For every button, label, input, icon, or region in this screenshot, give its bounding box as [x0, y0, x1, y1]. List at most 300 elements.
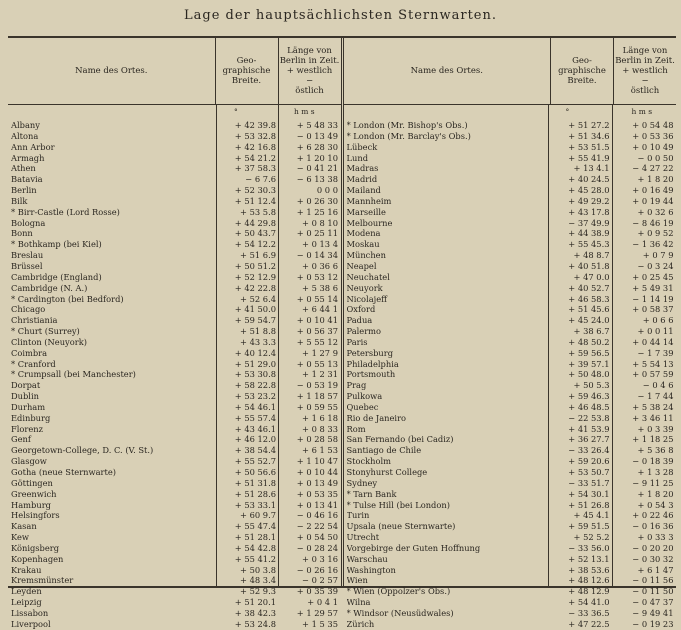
table-row — [8, 424, 341, 435]
latitude-value: + 54 12.2 — [234, 239, 276, 250]
latitude-value: − 33 56.0 — [568, 542, 610, 553]
page-title: Lage der hauptsächlichsten Sternwarten. — [184, 8, 497, 23]
longitude-value: − 1 14 19 — [632, 293, 674, 304]
longitude-value: − 0 3 24 — [637, 260, 674, 271]
latitude-value: + 38 42.3 — [234, 607, 276, 618]
observatory-name: Padua — [346, 315, 373, 326]
latitude-value: + 48 50.2 — [568, 336, 610, 347]
longitude-value: + 6 1 47 — [637, 564, 674, 575]
observatory-name: Zürich — [346, 618, 375, 629]
table-row — [344, 196, 677, 207]
longitude-value: + 0 3 16 — [302, 553, 338, 564]
longitude-value: + 0 3 39 — [637, 423, 674, 434]
table-row — [344, 283, 677, 294]
table-row — [344, 207, 677, 218]
longitude-value: + 5 38 6 — [302, 282, 338, 293]
observatory-name: Berlin — [11, 185, 37, 196]
column-header-latitude: Geo-graphische Breite. — [550, 38, 613, 104]
table-row — [344, 153, 677, 164]
table-row — [344, 304, 677, 315]
table-row — [344, 402, 677, 413]
observatory-name: Wien — [346, 575, 368, 586]
latitude-value: + 47 0.0 — [573, 271, 610, 282]
observatory-name: Kremsmünster — [11, 575, 74, 586]
table-row — [344, 608, 677, 619]
latitude-value: + 53 5.8 — [240, 206, 276, 217]
latitude-value: + 38 53.6 — [568, 564, 610, 575]
table-row — [344, 326, 677, 337]
table-row — [8, 359, 341, 370]
latitude-value: + 48 12.9 — [568, 586, 610, 597]
latitude-value: + 40 52.7 — [568, 282, 610, 293]
latitude-value: + 52 30.3 — [234, 185, 276, 196]
observatory-name: Leyden — [11, 586, 42, 597]
latitude-value: + 55 57.4 — [234, 412, 276, 423]
table-row — [8, 294, 341, 305]
latitude-value: + 54 30.1 — [568, 488, 610, 499]
observatory-name: San Fernando (bei Cadiz) — [346, 434, 454, 445]
observatory-name: Brüssel — [11, 260, 43, 271]
longitude-value: + 0 22 46 — [632, 510, 674, 521]
latitude-value: − 33 51.7 — [568, 477, 610, 488]
table-row — [344, 543, 677, 554]
table-row — [8, 261, 341, 272]
longitude-value: + 0 44 14 — [632, 336, 674, 347]
observatory-name: * Cardington (bei Bedford) — [11, 293, 124, 304]
longitude-value: + 1 3 28 — [637, 467, 674, 477]
latitude-value: + 41 50.0 — [234, 304, 276, 315]
observatory-name: Bonn — [11, 228, 33, 239]
latitude-value: + 51 45.6 — [568, 304, 610, 315]
latitude-value: + 40 24.5 — [568, 174, 610, 185]
table-row — [8, 272, 341, 283]
latitude-value: + 53 32.8 — [234, 130, 276, 141]
latitude-value: + 46 48.5 — [568, 401, 610, 412]
table-row — [8, 597, 341, 608]
latitude-value: + 59 20.6 — [568, 456, 610, 467]
observatory-name: Cambridge (England) — [11, 271, 102, 282]
latitude-value: − 6 7.6 — [245, 174, 276, 185]
column-header-latitude: Geo-graphische Breite. — [215, 38, 278, 104]
unit-row — [8, 107, 341, 117]
table-row — [344, 478, 677, 489]
table-row — [344, 500, 677, 511]
table-row — [344, 424, 677, 435]
longitude-value: + 1 25 16 — [296, 206, 338, 217]
observatory-name: Moskau — [346, 239, 380, 250]
observatory-name: Breslau — [11, 250, 44, 261]
observatory-name: Glasgow — [11, 456, 47, 467]
latitude-value: + 50 43.7 — [234, 228, 276, 239]
latitude-value: + 53 30.8 — [234, 369, 276, 380]
table-row — [8, 413, 341, 424]
observatory-name: Utrecht — [346, 532, 380, 543]
latitude-value: + 37 58.3 — [234, 163, 276, 174]
table-row — [344, 185, 677, 196]
latitude-value: + 38 6.7 — [573, 326, 610, 337]
latitude-value: + 43 3.3 — [240, 336, 276, 347]
table-row — [344, 142, 677, 153]
table-row — [8, 207, 341, 218]
longitude-value: + 0 10 41 — [296, 315, 338, 326]
longitude-value: + 0 25 45 — [632, 271, 674, 282]
table-row — [344, 174, 677, 185]
table-row — [344, 467, 677, 478]
table-row — [344, 359, 677, 370]
latitude-value: + 60 9.7 — [240, 510, 276, 521]
latitude-value: + 53 50.7 — [568, 467, 610, 477]
longitude-value: + 0 54 48 — [632, 120, 674, 130]
observatory-name: Quebec — [346, 401, 379, 412]
observatory-name: Sydney — [346, 477, 378, 488]
latitude-value: + 51 34.6 — [568, 130, 610, 141]
observatory-name: Vorgebirge der Guten Hoffnung — [346, 542, 481, 553]
longitude-value: + 5 49 31 — [632, 282, 674, 293]
table-row — [8, 153, 341, 164]
latitude-value: + 52 6.4 — [240, 293, 276, 304]
observatory-name: Oxford — [346, 304, 376, 315]
observatory-name: * Bothkamp (bei Kiel) — [11, 239, 102, 250]
longitude-value: − 0 47 37 — [632, 597, 674, 608]
table-row — [344, 619, 677, 630]
table-row — [8, 478, 341, 489]
observatory-name: Marseille — [346, 206, 386, 217]
latitude-value: + 40 12.4 — [234, 347, 276, 358]
table-row — [8, 489, 341, 500]
table-row — [344, 554, 677, 565]
observatory-name: Bologna — [11, 217, 46, 228]
longitude-value: − 1 36 42 — [632, 239, 674, 250]
table-row — [344, 510, 677, 521]
latitude-value: + 42 39.8 — [234, 120, 276, 130]
longitude-value: + 0 16 49 — [632, 185, 674, 196]
observatory-name: Kasan — [11, 521, 37, 532]
observatory-name: Christiania — [11, 315, 58, 326]
observatory-name: Clinton (Neuyork) — [11, 336, 87, 347]
latitude-value: + 50 48.0 — [568, 369, 610, 380]
observatory-name: Greenwich — [11, 488, 57, 499]
observatory-name: Genf — [11, 434, 31, 445]
observatory-name: Petersburg — [346, 347, 394, 358]
table-row — [8, 380, 341, 391]
observatory-name: Rio de Janeiro — [346, 412, 407, 423]
latitude-value: + 51 12.4 — [234, 195, 276, 206]
table-row — [8, 250, 341, 261]
latitude-value: + 45 24.0 — [568, 315, 610, 326]
longitude-value: + 6 28 30 — [296, 141, 338, 152]
observatory-name: * Crumpsall (bei Manchester) — [11, 369, 136, 380]
longitude-value: − 9 49 41 — [632, 607, 674, 618]
longitude-value: + 0 13 41 — [296, 499, 338, 510]
latitude-value: + 39 57.1 — [568, 358, 610, 369]
longitude-value: + 0 32 6 — [637, 206, 674, 217]
observatory-name: Stonyhurst College — [346, 467, 428, 477]
latitude-value: + 40 51.8 — [568, 260, 610, 271]
table-row — [8, 565, 341, 576]
latitude-value: + 36 27.7 — [568, 434, 610, 445]
longitude-value: + 5 48 33 — [296, 120, 338, 130]
table-row — [344, 120, 677, 131]
left-table-header — [8, 38, 341, 105]
table-row — [344, 586, 677, 597]
longitude-value: + 0 54 3 — [637, 499, 674, 510]
observatory-name: Warschau — [346, 553, 388, 564]
latitude-value: + 54 42.8 — [234, 542, 276, 553]
table-row — [8, 131, 341, 142]
latitude-value: + 55 41.2 — [234, 553, 276, 564]
observatory-name: Florenz — [11, 423, 43, 434]
longitude-value: − 0 13 49 — [296, 130, 338, 141]
longitude-value: + 1 5 35 — [302, 618, 338, 629]
latitude-value: + 53 33.1 — [234, 499, 276, 510]
table-row — [8, 283, 341, 294]
longitude-value: − 0 30 32 — [632, 553, 674, 564]
observatory-name: Lissabon — [11, 607, 49, 618]
longitude-value: + 0 8 10 — [302, 217, 338, 228]
longitude-value: + 0 0 11 — [637, 326, 674, 337]
longitude-value: − 0 28 24 — [296, 542, 338, 553]
table-row — [344, 348, 677, 359]
longitude-value: + 0 6 6 — [642, 315, 674, 326]
observatory-name: Lübeck — [346, 141, 378, 152]
unit-row — [344, 107, 677, 117]
longitude-value: + 0 7 9 — [642, 250, 674, 261]
time-units: h m s — [294, 107, 315, 116]
latitude-value: + 59 51.5 — [568, 521, 610, 532]
observatory-name: Stockholm — [346, 456, 392, 467]
table-row — [8, 304, 341, 315]
table-row — [8, 608, 341, 619]
longitude-value: + 0 10 49 — [632, 141, 674, 152]
observatory-name: Athen — [11, 163, 36, 174]
latitude-value: + 51 28.6 — [234, 488, 276, 499]
longitude-value: + 0 28 58 — [296, 434, 338, 445]
observatory-name: Hamburg — [11, 499, 51, 510]
longitude-value: + 0 10 44 — [296, 467, 338, 477]
table-row — [344, 456, 677, 467]
longitude-value: − 1 7 39 — [637, 347, 674, 358]
longitude-value: + 0 13 49 — [296, 477, 338, 488]
observatory-name: Santiago de Chile — [346, 445, 422, 456]
observatory-table — [8, 36, 676, 629]
longitude-value: − 8 46 19 — [632, 217, 674, 228]
longitude-value: + 6 44 1 — [302, 304, 338, 315]
longitude-value: + 0 9 52 — [637, 228, 674, 239]
observatory-name: Upsala (neue Sternwarte) — [346, 521, 456, 532]
right-table-header — [344, 38, 677, 105]
longitude-value: + 0 53 35 — [296, 488, 338, 499]
table-row — [8, 337, 341, 348]
latitude-value: + 53 24.8 — [234, 618, 276, 629]
observatory-name: * Wien (Oppolzer's Obs.) — [346, 586, 451, 597]
table-row — [8, 239, 341, 250]
table-row — [8, 174, 341, 185]
latitude-value: + 45 28.0 — [568, 185, 610, 196]
table-row — [344, 575, 677, 586]
table-row — [8, 619, 341, 630]
observatory-name: Mannheim — [346, 195, 392, 206]
table-row — [8, 391, 341, 402]
observatory-name: Coimbra — [11, 347, 48, 358]
table-row — [8, 163, 341, 174]
longitude-value: + 0 33 3 — [637, 532, 674, 543]
latitude-value: + 55 47.4 — [234, 521, 276, 532]
observatory-name: Albany — [11, 120, 40, 130]
observatory-name: * London (Mr. Barclay's Obs.) — [346, 130, 471, 141]
latitude-value: + 47 22.5 — [568, 618, 610, 629]
table-row — [344, 413, 677, 424]
latitude-value: + 51 8.8 — [240, 326, 276, 337]
table-row — [344, 163, 677, 174]
observatory-name: Washington — [346, 564, 396, 575]
table-row — [344, 434, 677, 445]
table-row — [344, 597, 677, 608]
latitude-value: + 55 45.3 — [568, 239, 610, 250]
table-row — [344, 228, 677, 239]
observatory-name: Edinburg — [11, 412, 51, 423]
observatory-name: * Tulse Hill (bei London) — [346, 499, 450, 510]
latitude-value: + 45 4.1 — [573, 510, 610, 521]
observatory-name: Dorpat — [11, 380, 41, 391]
latitude-value: + 59 46.3 — [568, 391, 610, 402]
longitude-value: + 5 36 8 — [637, 445, 674, 456]
longitude-value: + 0 13 4 — [302, 239, 338, 250]
longitude-value: + 0 53 36 — [632, 130, 674, 141]
latitude-value: + 53 23.2 — [234, 391, 276, 402]
observatory-name: Georgetown-College, D. C. (V. St.) — [11, 445, 154, 456]
longitude-value: − 0 14 34 — [296, 250, 338, 261]
observatory-name: Batavia — [11, 174, 43, 185]
latitude-value: + 51 28.1 — [234, 532, 276, 543]
table-row — [8, 543, 341, 554]
longitude-value: − 9 11 25 — [632, 477, 674, 488]
latitude-value: + 54 41.0 — [568, 597, 610, 608]
observatory-name: Kew — [11, 532, 29, 543]
table-row — [344, 337, 677, 348]
longitude-value: + 0 57 59 — [632, 369, 674, 380]
table-row — [8, 142, 341, 153]
column-header-name: Name des Ortes. — [75, 66, 148, 76]
table-row — [8, 532, 341, 543]
longitude-value: + 1 20 10 — [296, 152, 338, 163]
observatory-name: Göttingen — [11, 477, 53, 488]
observatory-name: * London (Mr. Bishop's Obs.) — [346, 120, 468, 130]
table-row — [8, 218, 341, 229]
latitude-value: + 42 16.8 — [234, 141, 276, 152]
column-header-longitude: Länge von Berlin in Zeit. + westlich − östlich — [613, 38, 676, 104]
longitude-value: − 0 11 50 — [632, 586, 674, 597]
observatory-name: Durham — [11, 401, 46, 412]
observatory-name: Bilk — [11, 195, 28, 206]
table-row — [344, 521, 677, 532]
observatory-name: Gotha (neue Sternwarte) — [11, 467, 116, 477]
observatory-name: Madras — [346, 163, 379, 174]
longitude-value: + 1 2 31 — [302, 369, 338, 380]
table-row — [8, 185, 341, 196]
latitude-value: + 48 8.7 — [573, 250, 610, 261]
longitude-value: − 4 27 22 — [632, 163, 674, 174]
longitude-value: − 0 11 56 — [632, 575, 674, 586]
left-table — [8, 38, 342, 629]
longitude-value: + 5 38 24 — [632, 401, 674, 412]
longitude-value: − 0 46 16 — [296, 510, 338, 521]
column-header-longitude: Länge von Berlin in Zeit. + westlich − östlich — [278, 38, 341, 104]
right-rows — [344, 120, 677, 630]
longitude-value: + 0 25 11 — [296, 228, 338, 239]
longitude-value: + 1 18 57 — [296, 391, 338, 402]
longitude-value: + 0 58 37 — [632, 304, 674, 315]
longitude-value: − 0 26 16 — [296, 564, 338, 575]
longitude-value: + 3 46 11 — [632, 412, 674, 423]
degree-unit: ° — [234, 107, 238, 116]
latitude-value: + 43 46.1 — [234, 423, 276, 434]
column-header-name: Name des Ortes. — [410, 66, 483, 76]
observatory-name: Modena — [346, 228, 381, 239]
table-row — [344, 489, 677, 500]
latitude-value: + 46 12.0 — [234, 434, 276, 445]
table-row — [8, 456, 341, 467]
latitude-value: + 51 6.9 — [240, 250, 276, 261]
time-units: h m s — [631, 107, 653, 116]
observatory-name: Melbourne — [346, 217, 393, 228]
table-row — [8, 348, 341, 359]
latitude-value: + 52 9.3 — [240, 586, 276, 597]
table-row — [344, 294, 677, 305]
table-row — [8, 510, 341, 521]
longitude-value: + 0 59 55 — [296, 401, 338, 412]
table-row — [8, 445, 341, 456]
observatory-name: Altona — [11, 130, 39, 141]
observatory-name: München — [346, 250, 386, 261]
observatory-name: * Birr-Castle (Lord Rosse) — [11, 206, 120, 217]
observatory-name: Neuyork — [346, 282, 383, 293]
table-row — [8, 120, 341, 131]
latitude-value: + 38 54.4 — [234, 445, 276, 456]
observatory-name: Königsberg — [11, 542, 60, 553]
latitude-value: + 51 20.1 — [234, 597, 276, 608]
longitude-value: + 0 36 6 — [302, 260, 338, 271]
table-row — [8, 575, 341, 586]
table-row — [344, 272, 677, 283]
latitude-value: + 55 41.9 — [568, 152, 610, 163]
longitude-value: + 1 8 20 — [637, 488, 674, 499]
table-row — [344, 380, 677, 391]
longitude-value: − 0 4 6 — [642, 380, 674, 391]
table-row — [8, 228, 341, 239]
latitude-value: − 33 26.4 — [568, 445, 610, 456]
longitude-value: − 0 53 19 — [296, 380, 338, 391]
longitude-value: 0 0 0 — [316, 185, 338, 196]
longitude-value: + 0 8 33 — [302, 423, 338, 434]
latitude-value: + 59 56.5 — [568, 347, 610, 358]
longitude-value: + 0 35 39 — [296, 586, 338, 597]
latitude-value: + 54 46.1 — [234, 401, 276, 412]
longitude-value: − 0 0 50 — [637, 152, 674, 163]
observatory-name: Neapel — [346, 260, 377, 271]
observatory-name: * Tarn Bank — [346, 488, 397, 499]
longitude-value: + 0 56 37 — [296, 326, 338, 337]
observatory-name: * Churt (Surrey) — [11, 326, 80, 337]
longitude-value: − 0 41 21 — [296, 163, 338, 174]
latitude-value: + 44 38.9 — [568, 228, 610, 239]
degree-unit: ° — [565, 107, 570, 116]
table-row — [8, 467, 341, 478]
table-row — [8, 196, 341, 207]
observatory-name: Chicago — [11, 304, 46, 315]
longitude-value: + 0 55 14 — [296, 293, 338, 304]
observatory-name: Prag — [346, 380, 367, 391]
longitude-value: + 1 18 25 — [632, 434, 674, 445]
